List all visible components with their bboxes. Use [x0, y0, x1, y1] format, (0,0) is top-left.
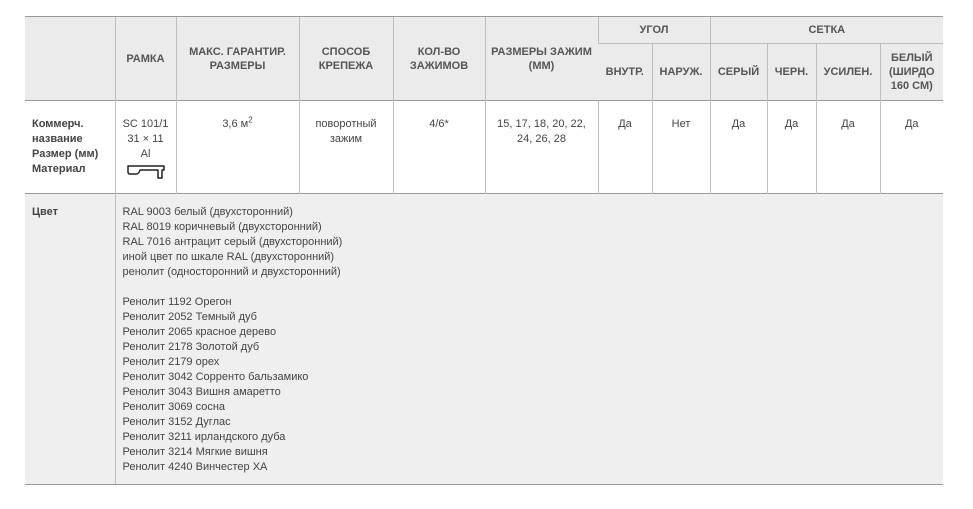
color-item: Ренолит 2179 орех [122, 356, 220, 368]
header-mesh-reinforced: УСИЛЕН. [816, 44, 880, 101]
color-item: Ренолит 2052 Темный дуб [122, 311, 257, 323]
cell-colors [115, 194, 943, 485]
header-mesh-grey: СЕРЫЙ [710, 44, 767, 101]
header-max-size: МАКС. ГАРАНТИР. РАЗМЕРЫ [176, 17, 299, 101]
cell-corner-inner: Да [598, 101, 652, 194]
mount-line: зажим [329, 133, 363, 145]
header-mesh-black: ЧЕРН. [767, 44, 816, 101]
header-row-top [25, 17, 943, 44]
label-line: Материал [32, 163, 86, 175]
cell-frame [115, 101, 176, 194]
clamp-sizes-line: 24, 26, 28 [517, 133, 566, 145]
spec-table-container [25, 16, 943, 485]
cell-corner-outer: Нет [652, 101, 710, 194]
max-size-unit-exp: 2 [248, 115, 253, 125]
color-item: иной цвет по шкале RAL (двухсторонний) [122, 251, 335, 263]
header-empty [25, 17, 115, 101]
row-label-product [25, 101, 115, 194]
table-row-product [25, 101, 943, 194]
color-item: Ренолит 2178 Золотой дуб [122, 341, 260, 353]
cell-max-size [176, 101, 299, 194]
cell-clamp-sizes [485, 101, 598, 194]
header-corner: УГОЛ [598, 17, 710, 44]
header-mount: СПОСОБ КРЕПЕЖА [299, 17, 393, 101]
color-item: Ренолит 4240 Винчестер XA [122, 461, 268, 473]
label-line: Размер (мм) [32, 148, 99, 160]
cell-mesh-reinforced: Да [816, 101, 880, 194]
color-item: Ренолит 3069 сосна [122, 401, 226, 413]
header-mesh: СЕТКА [710, 17, 943, 44]
cell-mount [299, 101, 393, 194]
mount-line: поворотный [315, 118, 377, 130]
label-line: название [32, 133, 83, 145]
color-item: Ренолит 2065 красное дерево [122, 326, 277, 338]
header-corner-inner: ВНУТР. [598, 44, 652, 101]
spec-table [25, 16, 943, 485]
clamp-sizes-line: 15, 17, 18, 20, 22, [497, 118, 586, 130]
colors-gap [123, 280, 941, 295]
row-label-color: Цвет [25, 194, 115, 485]
header-mesh-white: БЕЛЫЙ (ШИРДО 160 СМ) [880, 44, 943, 101]
header-clamp-sizes: РАЗМЕРЫ ЗАЖИМ (ММ) [485, 17, 598, 101]
label-line: Коммерч. [32, 118, 84, 130]
header-clamp-count: КОЛ-ВО ЗАЖИМОВ [393, 17, 485, 101]
color-item: RAL 8019 коричневый (двухсторонний) [122, 221, 322, 233]
cell-clamp-count: 4/6* [393, 101, 485, 194]
frame-material: Al [140, 148, 151, 160]
color-item: Ренолит 3211 ирландского дуба [122, 431, 286, 443]
cell-mesh-grey: Да [710, 101, 767, 194]
cell-mesh-black: Да [767, 101, 816, 194]
header-corner-outer: НАРУЖ. [652, 44, 710, 101]
color-item: Ренолит 1192 Орегон [122, 296, 232, 308]
color-item: RAL 9003 белый (двухсторонний) [122, 206, 293, 218]
cell-mesh-white: Да [880, 101, 943, 194]
color-item: ренолит (односторонний и двухсторонний) [122, 266, 341, 278]
max-size-value: 3,6 м [222, 118, 249, 130]
frame-dimensions: 31 × 11 [127, 133, 164, 145]
colors-group-renolit [123, 295, 941, 475]
frame-profile-icon [126, 164, 166, 180]
frame-name: SC 101/1 [122, 118, 169, 130]
header-frame: РАМКА [115, 17, 176, 101]
colors-group-ral [123, 205, 941, 280]
color-item: Ренолит 3214 Мягкие вишня [122, 446, 268, 458]
color-item: Ренолит 3042 Сорренто бальзамико [122, 371, 309, 383]
color-item: Ренолит 3043 Вишня амаретто [122, 386, 281, 398]
table-row-color [25, 194, 943, 485]
color-item: Ренолит 3152 Дуглас [122, 416, 231, 428]
color-item: RAL 7016 антрацит серый (двухсторонний) [122, 236, 343, 248]
